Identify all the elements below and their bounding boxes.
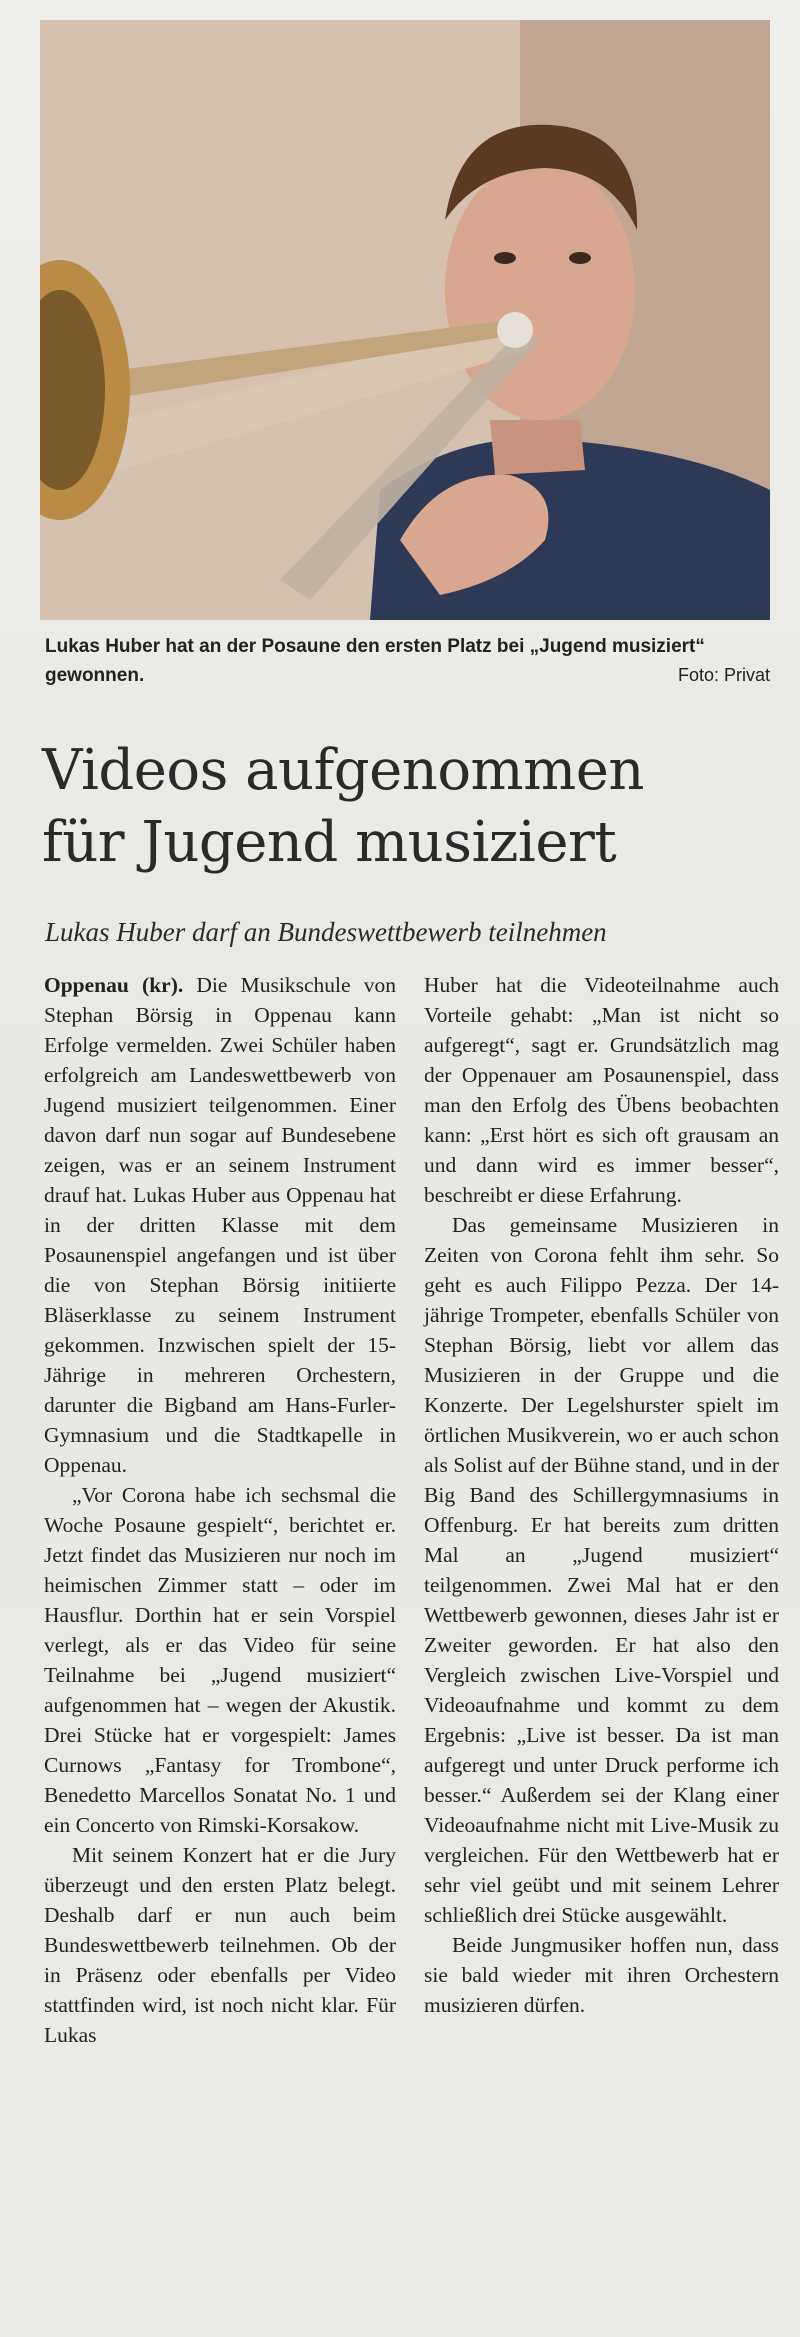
paragraph: Huber hat die Videoteilnahme auch Vorteile gehabt: „Man ist nicht so aufgeregt“, sagt er. Grundsätzlich mag der Oppenauer am Posaunenspiel, dass man den Erfolg des Übens beobachten kann: „Erst hört es sich oft grausam an und dann wird es immer besser“, beschreibt er diese Erfahrung. bbox=[424, 973, 779, 1207]
paragraph: „Vor Corona habe ich sechsmal die Woche Posaune gespielt“, berichtet er. Jetzt findet das Musizieren nur noch im heimischen Zimmer statt – oder im Hausflur. Dorthin hat er sein Vorspiel verlegt, als er das Video für seine Teilnahme bei „Jugend musiziert“ aufgenommen hat – wegen der Akustik. Drei Stücke hat er vorgespielt: James Curnows „Fantasy for Trombone“, Benedetto Marcellos Sonatat No. 1 und ein Concerto von Rimski-Korsakow. bbox=[44, 1483, 396, 1837]
paragraph: Beide Jungmusiker hoffen nun, dass sie bald wieder mit ihren Orchestern musizieren dürfen. bbox=[424, 1933, 779, 2017]
article-photo bbox=[40, 20, 770, 620]
article-subheadline: Lukas Huber darf an Bundeswettbewerb teilnehmen bbox=[45, 917, 607, 947]
headline-line-1: Videos aufgenommen bbox=[42, 738, 644, 803]
article-headline bbox=[42, 735, 772, 879]
dateline: Oppenau (kr). bbox=[44, 973, 184, 997]
article-column-right bbox=[424, 970, 779, 2020]
paragraph: Mit seinem Konzert hat er die Jury überzeugt und den ersten Platz belegt. Deshalb darf er nun auch beim Bundeswettbewerb teilnehmen. Ob der in Präsenz oder ebenfalls per Video stattfinden wird, ist noch nicht klar. Für Lukas bbox=[44, 1843, 396, 2047]
article-column-left bbox=[44, 970, 396, 2050]
headline-line-2: für Jugend musiziert bbox=[42, 810, 617, 875]
photo-caption bbox=[45, 632, 770, 690]
caption-text: Lukas Huber hat an der Posaune den ersten Platz bei „Jugend musiziert“ gewonnen. bbox=[45, 636, 705, 686]
paragraph bbox=[44, 970, 396, 1480]
paragraph: Das gemeinsame Musizieren in Zeiten von Corona fehlt ihm sehr. So geht es auch Filippo Pezza. Der 14-jährige Trompeter, ebenfalls Schüler von Stephan Börsig, liebt vor allem das Musizieren in der Gruppe und die Konzerte. Der Legelshurster spielt im örtlichen Musikverein, wo er auch schon als Solist auf der Bühne stand, und in der Big Band des Schillergymnasiums in Offenburg. Er hat bereits zum dritten Mal an „Jugend musiziert“ teilgenommen. Zwei Mal hat er den Wettbewerb gewonnen, dieses Jahr ist er Zweiter geworden. Er hat also den Vergleich zwischen Live-Vorspiel und Videoaufnahme und kommt zu dem Ergebnis: „Live ist besser. Da ist man aufgeregt und unter Druck performe ich besser.“ Außerdem sei der Klang einer Videoaufnahme nicht mit Live-Musik zu vergleichen. Für den Wettbewerb hat er sehr viel geübt und mit seinem Lehrer schließlich drei Stücke ausgewählt. bbox=[424, 1213, 779, 1927]
photo-credit: Foto: Privat bbox=[677, 665, 770, 685]
paragraph-text: Die Musikschule von Stephan Börsig in Oppenau kann Erfolge vermelden. Zwei Schüler haben erfolgreich am Landeswettbewerb von Jugend musiziert teilgenommen. Einer davon darf nun sogar auf Bundesebene zeigen, was er an seinem Instrument drauf hat. Lukas Huber aus Oppenau hat in der dritten Klasse mit dem Posaunenspiel angefangen und ist über die von Stephan Börsig initiierte Bläserklasse zu seinem Instrument gekommen. Inzwischen spielt der 15-Jährige in mehreren Orchestern, darunter die Bigband am Hans-Furler-Gymnasium und die Stadtkapelle in Oppenau. bbox=[44, 973, 396, 1477]
